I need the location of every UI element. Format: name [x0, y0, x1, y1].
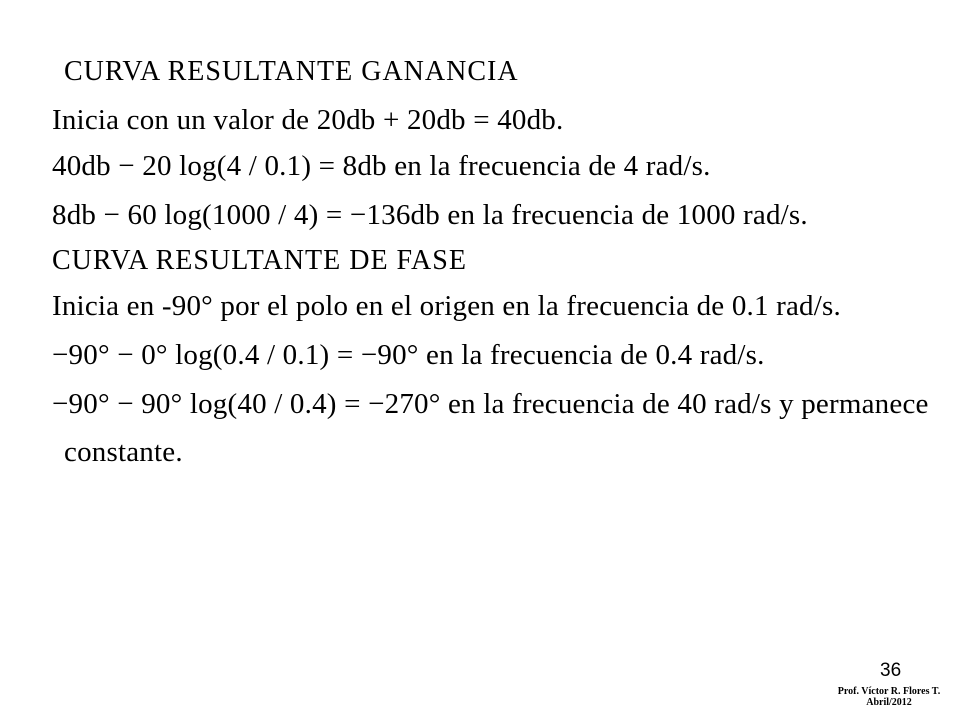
footer-credit — [826, 686, 952, 708]
text-line-phase-start: Inicia en -90° por el polo en el origen en la frecuencia de 0.1 rad/s. — [52, 290, 841, 322]
text-line-constant: constante. — [64, 436, 183, 468]
heading-phase-curve: CURVA RESULTANTE DE FASE — [52, 245, 467, 276]
heading-gain-curve: CURVA RESULTANTE GANANCIA — [64, 56, 519, 87]
equation-phase-0-4rad: −90° − 0° log(0.4 / 0.1) = −90° en la frecuencia de 0.4 rad/s. — [52, 339, 765, 371]
footer-author: Prof. Víctor R. Flores T. — [837, 686, 941, 697]
text-line-gain-start: Inicia con un valor de 20db + 20db = 40db. — [52, 104, 564, 136]
equation-gain-1000rad: 8db − 60 log(1000 / 4) = −136db en la frecuencia de 1000 rad/s. — [52, 199, 808, 231]
footer-date: Abril/2012 — [866, 697, 912, 708]
equation-gain-4rad: 40db − 20 log(4 / 0.1) = 8db en la frecuencia de 4 rad/s. — [52, 150, 711, 182]
equation-phase-40rad: −90° − 90° log(40 / 0.4) = −270° en la frecuencia de 40 rad/s y permanece — [52, 388, 929, 420]
page-number: 36 — [880, 660, 902, 681]
